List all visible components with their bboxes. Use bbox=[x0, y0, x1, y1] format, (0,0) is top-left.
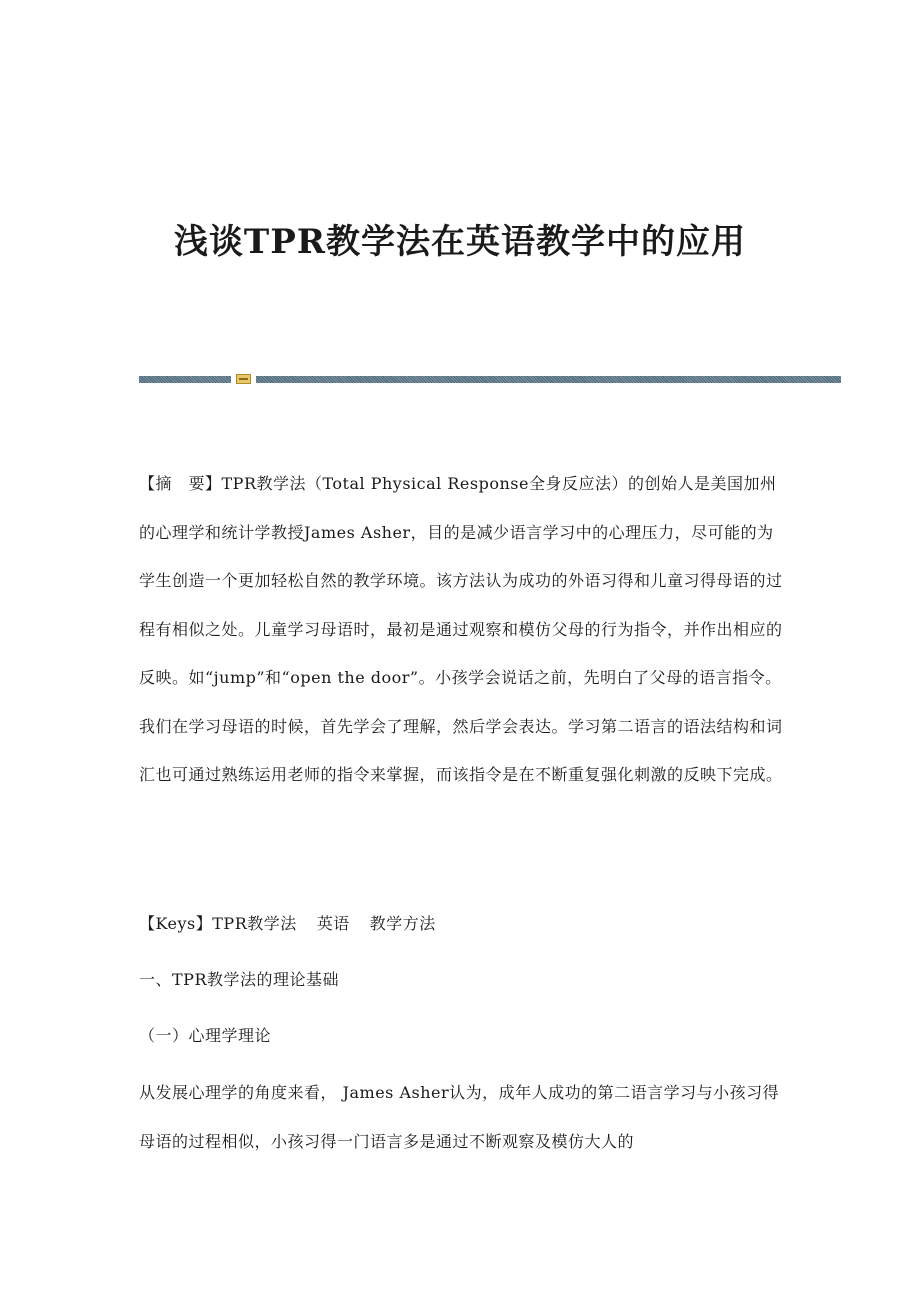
keywords-line bbox=[139, 909, 436, 939]
document-title: 浅谈TPR教学法在英语教学中的应用 bbox=[173, 222, 747, 262]
divider-emblem-icon bbox=[236, 374, 251, 384]
subsection-heading: （一）心理学理论 bbox=[139, 1026, 272, 1045]
body-paragraph: 从发展心理学的角度来看， James Asher认为，成年人成功的第二语言学习与小孩习得母语的过程相似，小孩习得一门语言多是通过不断观察及模仿大人的 bbox=[139, 1083, 780, 1151]
keyword-item: 教学方法 bbox=[369, 914, 436, 933]
abstract-paragraph: 【摘 要】TPR教学法（Total Physical Response全身反应法）的创始人是美国加州的心理学和统计学教授James Asher，目的是减少语言学习中的心理压力，尽可能的为学生创造一个更加轻松自然的教学环境。该方法认为成功的外语习得和儿童习得母语的过程有相似之处。儿童学习母语时，最初是通过观察和模仿父母的行为指令，并作出相应的反映。如“jump”和“open the door”。小孩学会说话之前，先明白了父母的语言指令。我们在学习母语的时候，首先学会了理解，然后学会表达。学习第二语言的语法结构和词汇也可通过熟练运用老师的指令来掌握，而该指令是在不断重复强化刺激的反映下完成。 bbox=[139, 474, 783, 784]
divider-bar-left bbox=[139, 376, 231, 383]
keywords-label: 【Keys】 bbox=[139, 914, 213, 933]
keyword-item: 英语 bbox=[316, 914, 350, 933]
section-heading: 一、TPR教学法的理论基础 bbox=[139, 970, 339, 989]
keyword-item: TPR教学法 bbox=[212, 914, 297, 933]
title-divider bbox=[139, 374, 841, 384]
divider-bar-right bbox=[256, 376, 841, 383]
